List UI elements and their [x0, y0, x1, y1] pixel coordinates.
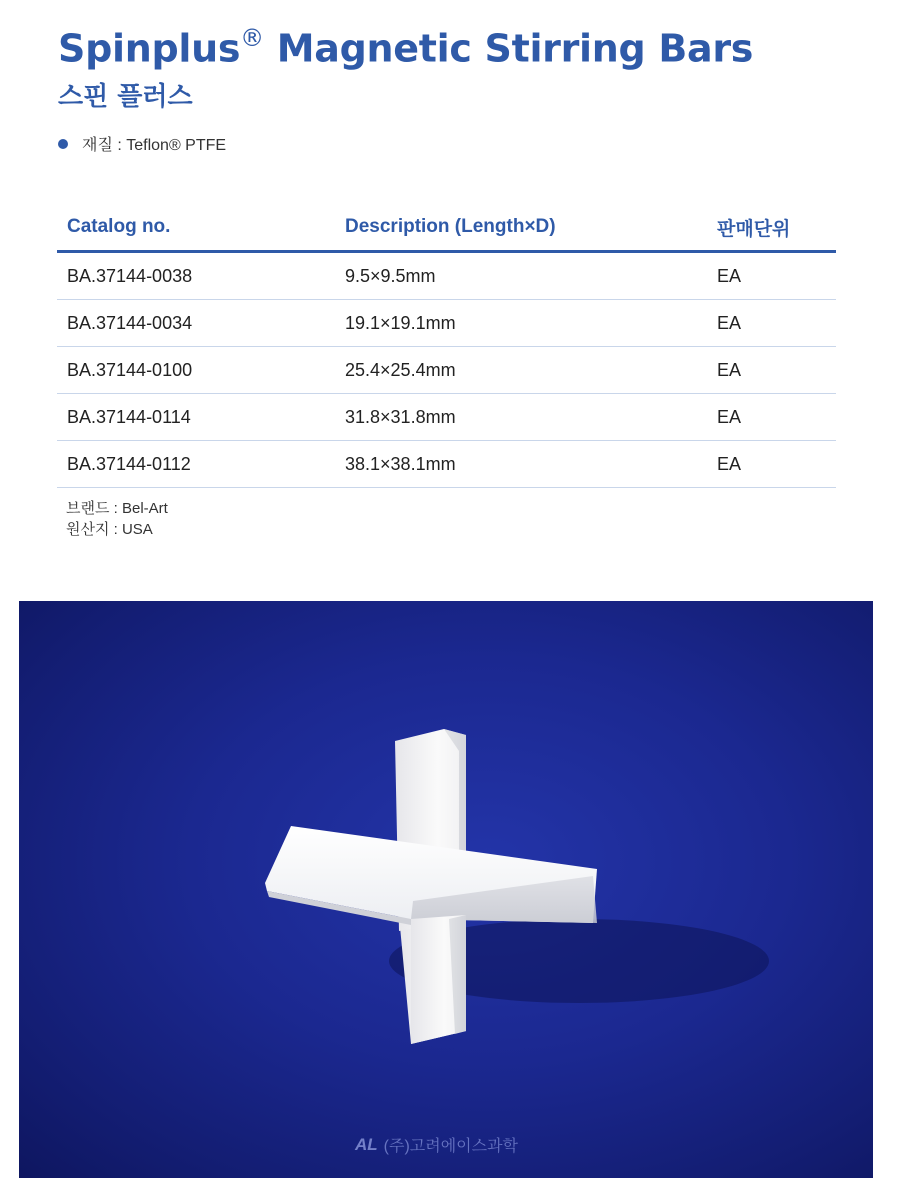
table-row [57, 394, 836, 441]
page-subtitle: 스핀 플러스 [58, 82, 193, 112]
cell-unit: EA [717, 312, 742, 333]
cell-description: 31.8×31.8mm [345, 406, 456, 427]
cell-unit: EA [717, 359, 742, 380]
table-header [57, 204, 836, 253]
stirring-bar-illustration [19, 601, 873, 1178]
table-row [57, 300, 836, 347]
cell-unit: EA [717, 406, 742, 427]
brand-note: 브랜드 : Bel-Art [66, 500, 168, 517]
cell-description: 9.5×9.5mm [345, 265, 436, 286]
watermark [355, 1133, 518, 1156]
table-row [57, 253, 836, 300]
header-catalog: Catalog no. [67, 216, 171, 237]
header-description: Description (Length×D) [345, 216, 556, 237]
cell-description: 19.1×19.1mm [345, 312, 456, 333]
table-row [57, 441, 836, 488]
material-text: 재질 : Teflon® PTFE [82, 137, 227, 154]
cell-catalog: BA.37144-0114 [67, 406, 191, 427]
cell-catalog: BA.37144-0034 [67, 312, 193, 333]
page-title: Spinplus® Magnetic Stirring Bars [58, 24, 754, 71]
cell-catalog: BA.37144-0112 [67, 453, 191, 474]
origin-note: 원산지 : USA [66, 521, 153, 538]
cell-description: 38.1×38.1mm [345, 453, 456, 474]
registered-mark: ® [240, 24, 264, 52]
header-unit: 판매단위 [717, 218, 791, 240]
cell-catalog: BA.37144-0100 [67, 359, 193, 380]
watermark-logo: AL [355, 1134, 378, 1154]
product-photo [19, 601, 873, 1178]
cell-description: 25.4×25.4mm [345, 359, 456, 380]
bullet-icon [58, 139, 68, 149]
watermark-text: (주)고려에이스과학 [383, 1138, 518, 1155]
table-row [57, 347, 836, 394]
material-line [58, 132, 226, 155]
cell-catalog: BA.37144-0038 [67, 265, 193, 286]
cell-unit: EA [717, 453, 742, 474]
cell-unit: EA [717, 265, 742, 286]
product-table [57, 204, 836, 488]
product-notes [66, 498, 168, 540]
